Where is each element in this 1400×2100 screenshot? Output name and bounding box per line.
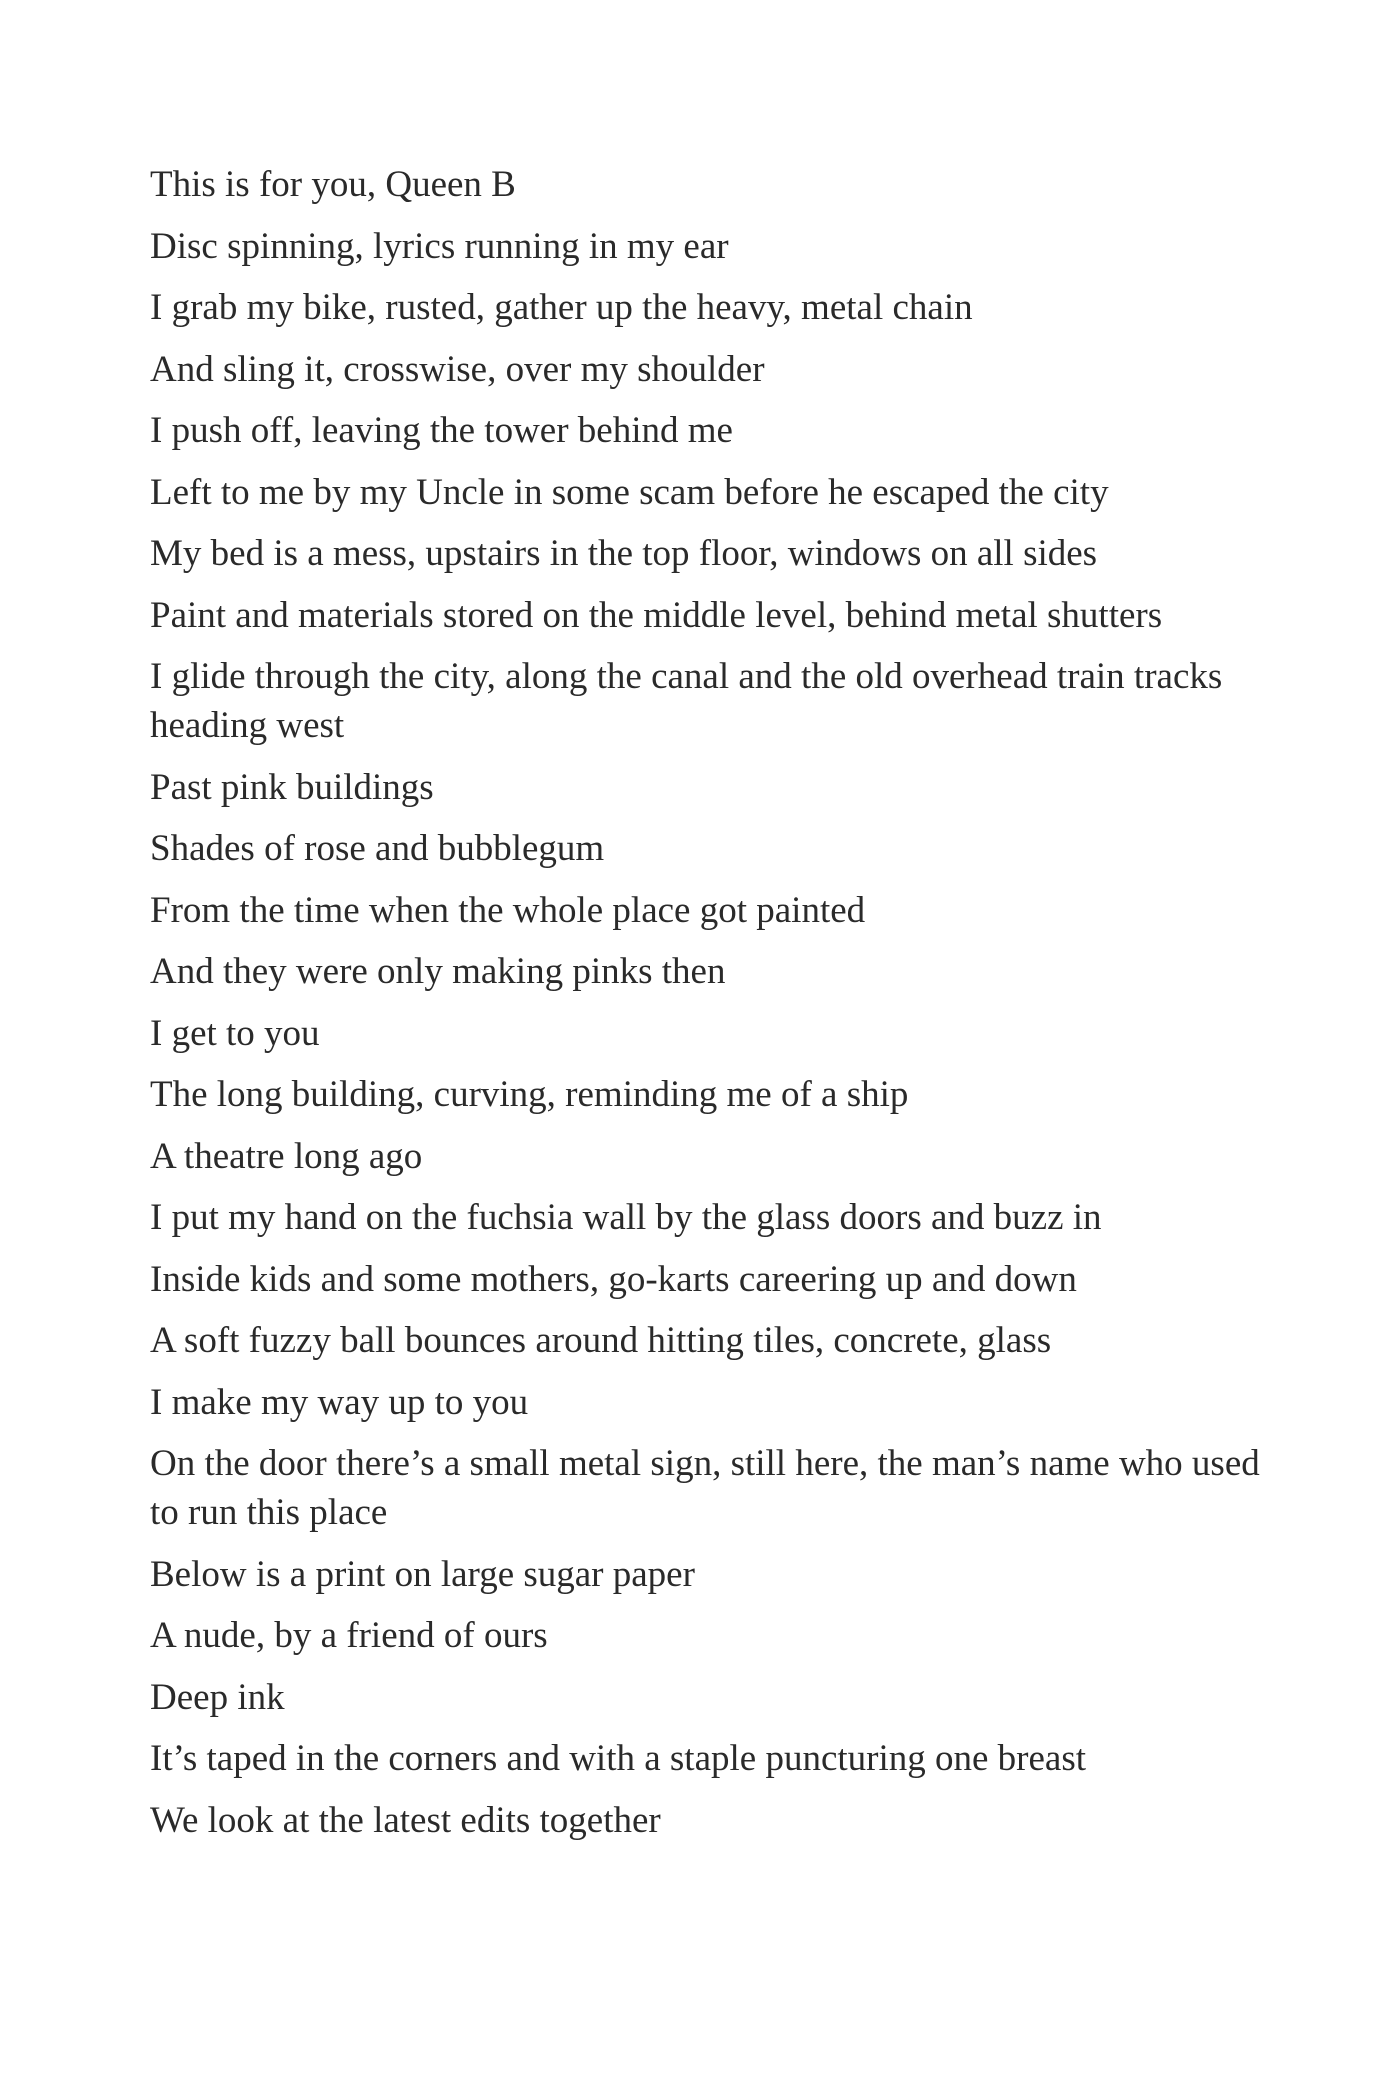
poem-line: I make my way up to you [150, 1381, 529, 1423]
poem-line: This is for you, Queen B [150, 164, 516, 205]
poem-line: A soft fuzzy ball bounces around hitting tiles, concrete, glass [150, 1320, 1052, 1361]
poem-line: A theatre long ago [150, 1135, 423, 1177]
poem-line: A nude, by a friend of ours [150, 1615, 548, 1656]
poem-line: And sling it, crosswise, over my shoulder [150, 348, 765, 390]
poem-line: And they were only making pinks then [150, 951, 726, 992]
poem-line: The long building, curving, reminding me of a ship [150, 1074, 909, 1115]
poem-line: Left to me by my Uncle in some scam before he escaped the city [150, 471, 1109, 513]
poem-line: I get to you [150, 1012, 320, 1054]
poem-line: Disc spinning, lyrics running in my ear [150, 225, 729, 267]
poem-line: From the time when the whole place got painted [150, 889, 866, 931]
poem-line: Below is a print on large sugar paper [150, 1553, 695, 1595]
poem-line: I push off, leaving the tower behind me [150, 410, 733, 451]
poem-line: Deep ink [150, 1676, 285, 1718]
poem-line: It’s taped in the corners and with a staple puncturing one breast [150, 1738, 1087, 1779]
poem-line: I glide through the city, along the canal and the old overhead train tracks heading west [150, 656, 1223, 746]
poem-line: On the door there’s a small metal sign, still here, the man’s name who used to run this place [150, 1443, 1260, 1533]
poem-line: Shades of rose and bubblegum [150, 828, 605, 869]
poem-line: Paint and materials stored on the middle level, behind metal shutters [150, 594, 1163, 636]
poem-line: Inside kids and some mothers, go-karts careering up and down [150, 1258, 1077, 1300]
poem-line: My bed is a mess, upstairs in the top floor, windows on all sides [150, 533, 1098, 574]
poem-line: We look at the latest edits together [150, 1799, 661, 1841]
poem-line: I put my hand on the fuchsia wall by the glass doors and buzz in [150, 1197, 1102, 1238]
poem-body [150, 160, 1260, 1857]
poem-line: Past pink buildings [150, 766, 434, 808]
poem-line: I grab my bike, rusted, gather up the heavy, metal chain [150, 287, 973, 328]
